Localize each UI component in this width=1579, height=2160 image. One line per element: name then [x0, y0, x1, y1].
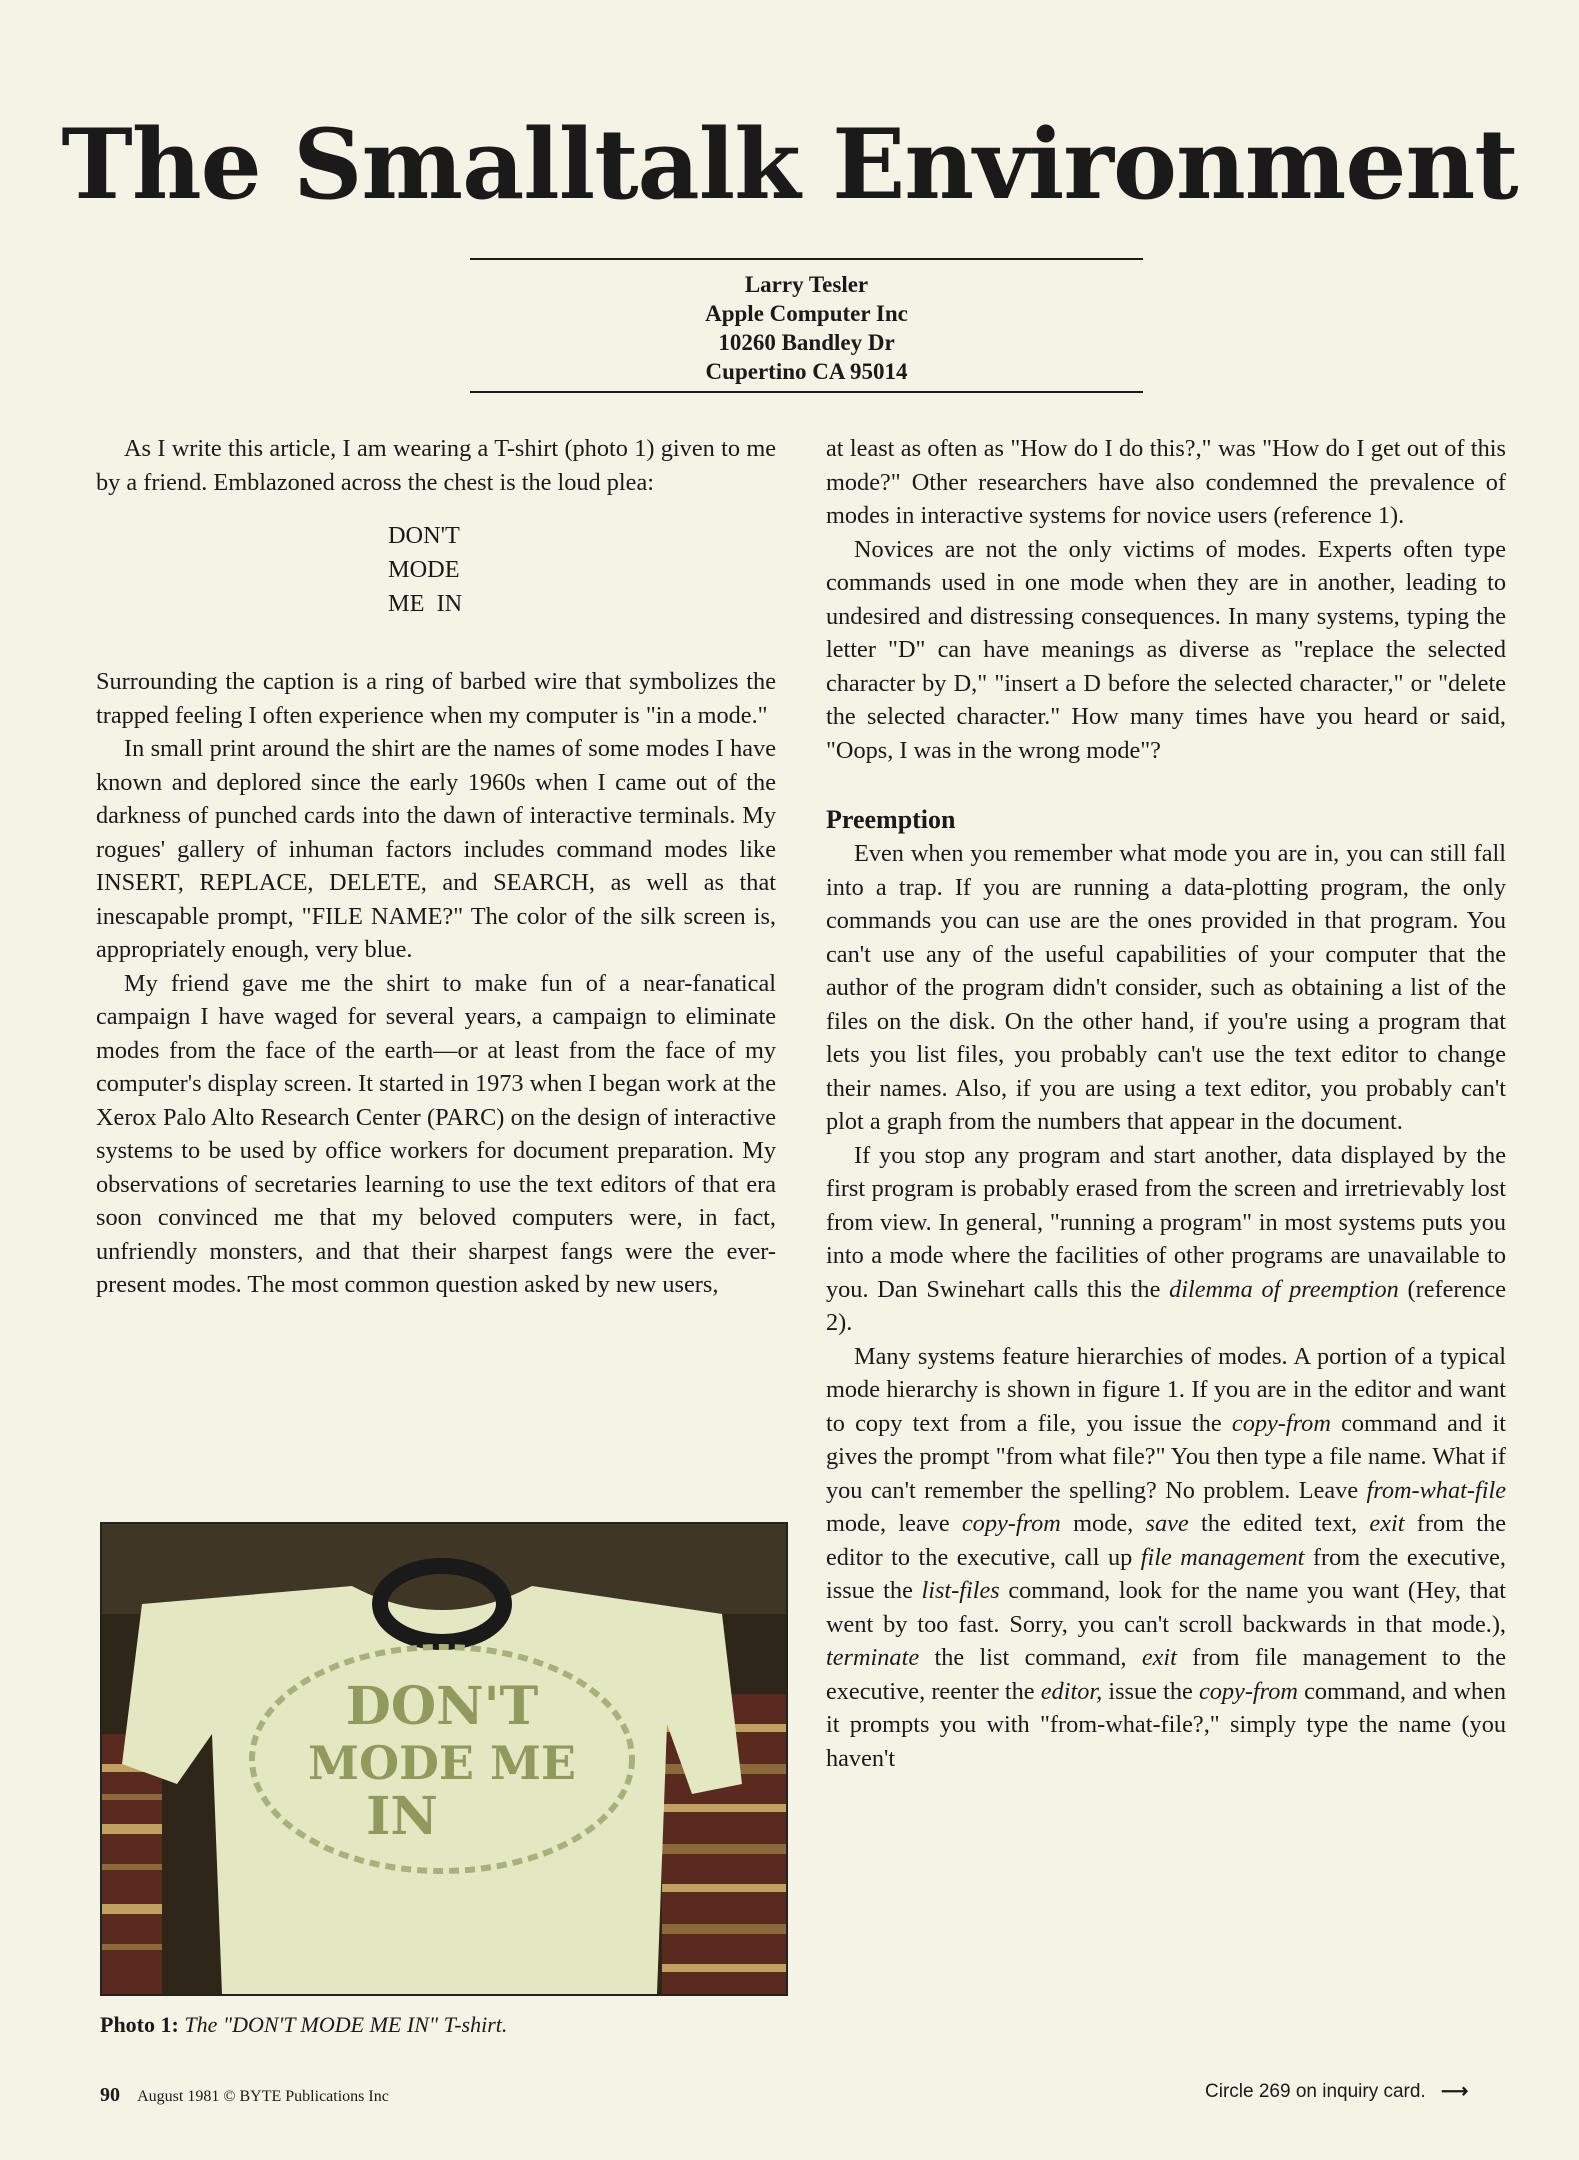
author-city: Cupertino CA 95014 [705, 359, 908, 384]
caption-text: The "DON'T MODE ME IN" T-shirt. [184, 2012, 508, 2037]
article-title: The Smalltalk Environment [61, 108, 1518, 221]
paragraph: As I write this article, I am wearing a T-shirt (photo 1) given to me by a friend. Emblazoned across the chest is the loud plea: [96, 435, 776, 496]
shirt-text-line: IN [366, 1786, 438, 1847]
paragraph: Novices are not the only victims of modes. Experts often type commands used in one mode when they are in another, leading to undesired and distressing consequences. In many systems, typing the letter "D" can have meanings as diverse as "replace the selected character by D," "insert a D before the selected character," or "delete the selected character." How many times have you heard or said, "Oops, I was in the wrong mode"? [826, 535, 1506, 764]
paragraph: Surrounding the caption is a ring of barbed wire that symbolizes the trapped feeling I often experience when my computer is "in a mode." [96, 668, 776, 729]
issue-line: August 1981 © BYTE Publications Inc [137, 2088, 389, 2105]
byline-bottom-rule [470, 391, 1143, 393]
paragraph: Many systems feature hierarchies of modes. A portion of a typical mode hierarchy is shown in figure 1. If you are in the editor and want to copy text from a file, you issue the copy-from command and it gives the prompt "from what file?" You then type a file name. What if you can't remember the spelling? No problem. Leave from-what-file mode, leave copy-from mode, save the edited text, exit from the editor to the executive, call up file management from the executive, issue the list-files command, look for the name you want (Hey, that went by too fast. Sorry, you can't scroll backwards in that mode.), terminate the list command, exit from file management to the executive, reenter the editor, issue the copy-from command, and when it prompts you with "from-what-file?," simply type the name (you haven't [826, 1342, 1506, 1772]
plea-line: ME IN [388, 590, 463, 617]
paragraph: My friend gave me the shirt to make fun of a near-fanatical campaign I have waged for several years, a campaign to eliminate modes from the face of the earth—or at least from the face of my computer's display screen. It started in 1973 when I began work at the Xerox Palo Alto Research Center (PARC) on the design of interactive systems to be used by office workers for document preparation. My observations of secretaries learning to use the text editors of that era soon convinced me that my beloved computers were, in fact, unfriendly monsters, and that their sharpest fangs were the ever-present modes. The most common question asked by new users, [96, 969, 776, 1298]
paragraph: Even when you remember what mode you are in, you can still fall into a trap. If you are running a data-plotting program, the only commands you can use are the ones provided in that program. You can't use any of the useful capabilities of your computer that the author of the program didn't consider, such as obtaining a list of the files on the disk. On the other hand, if you're using a program that lets you list files, you probably can't use the text editor to change their names. Also, if you are using a text editor, you probably can't plot a graph from the numbers that appear in the document. [826, 840, 1506, 1135]
plea-line: MODE [388, 556, 460, 583]
section-heading: Preemption [826, 805, 956, 834]
paragraph: at least as often as "How do I do this?," was "How do I get out of this mode?" Other researchers have also condemned the prevalence of modes in interactive systems for novice users (reference 1). [826, 435, 1506, 529]
paragraph: If you stop any program and start another, data displayed by the first program is probably erased from the screen and irretrievably lost from view. In general, "running a program" in most systems puts you into a mode where the facilities of other programs are unavailable to you. Dan Swinehart calls this the dilemma of preemption (reference 2). [826, 1141, 1506, 1336]
author-street: 10260 Bandley Dr [718, 330, 895, 355]
author-name: Larry Tesler [744, 272, 869, 297]
page-number: 90 [100, 2084, 120, 2106]
byline [470, 270, 1143, 386]
shirt-text-line: DON'T [345, 1676, 539, 1737]
photo-tshirt [100, 1522, 788, 1996]
byline-top-rule [470, 258, 1143, 260]
shirt-plea [388, 519, 776, 621]
paragraph: In small print around the shirt are the names of some modes I have known and deplored since the early 1960s when I came out of the darkness of punched cards into the dawn of interactive terminals. My rogues' gallery of inhuman factors includes command modes like INSERT, REPLACE, DELETE, and SEARCH, as well as that inescapable prompt, "FILE NAME?" The color of the silk screen is, appropriately enough, very blue. [96, 735, 776, 963]
left-column [96, 432, 776, 1302]
inquiry-text: Circle 269 on inquiry card. [1205, 2081, 1426, 2102]
arrow-right-icon: ⟶ [1441, 2081, 1469, 2102]
caption-label: Photo 1: [100, 2012, 179, 2037]
author-company: Apple Computer Inc [705, 301, 908, 326]
right-column [826, 432, 1506, 1775]
footer-inquiry [1205, 2080, 1468, 2103]
footer-left [100, 2084, 389, 2107]
tshirt-illustration [102, 1524, 786, 1994]
shirt-text-line: MODE ME [308, 1736, 576, 1790]
photo-caption [100, 2012, 800, 2038]
plea-line: DON'T [388, 522, 460, 549]
